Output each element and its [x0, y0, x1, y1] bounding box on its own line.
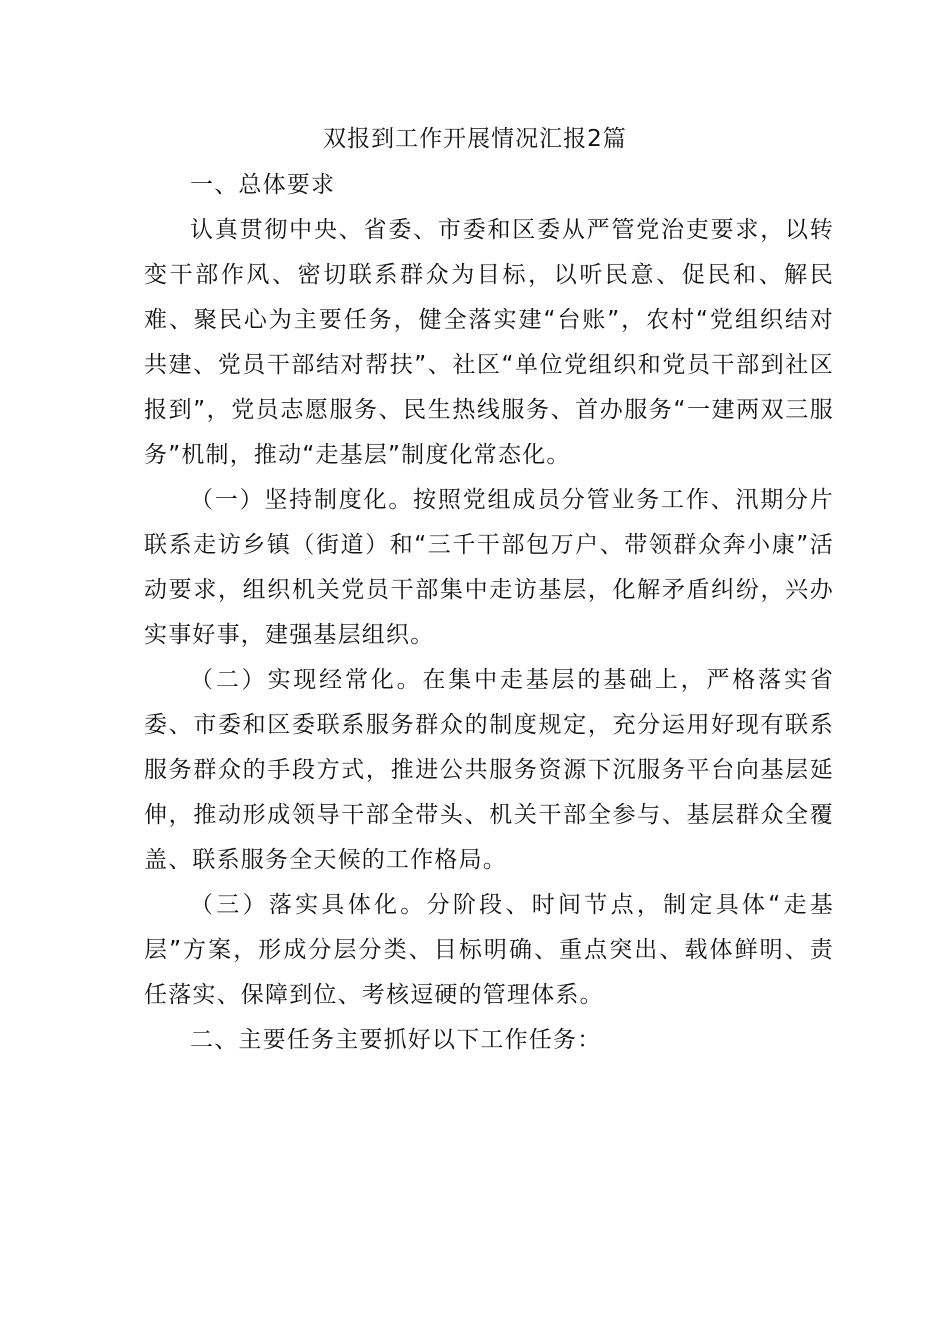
paragraph-institutionalization: （一）坚持制度化。按照党组成员分管业务工作、汛期分片联系走访乡镇（街道）和“三千干部包万户、带领群众奔小康”活动要求，组织机关党员干部集中走访基层，化解矛盾纠纷，兴办实事好事，建强基层组织。: [144, 487, 834, 648]
paragraph-overview: 认真贯彻中央、省委、市委和区委从严管党治吏要求，以转变干部作风、密切联系群众为目标，以听民意、促民和、解民难、聚民心为主要任务，健全落实建“台账”，农村“党组织结对共建、党员干部结对帮扶”、社区“单位党组织和党员干部到社区报到”，党员志愿服务、民生热线服务、首办服务“一建两双三服务”机制，推动“走基层”制度化常态化。: [144, 217, 834, 468]
section-heading-main-tasks: 二、主要任务主要抓好以下工作任务：: [190, 1027, 602, 1053]
paragraph-concretization: （三）落实具体化。分阶段、时间节点，制定具体“走基层”方案，形成分层分类、目标明确、重点突出、载体鲜明、责任落实、保障到位、考核逗硬的管理体系。: [144, 892, 834, 1008]
document-body: [144, 163, 834, 1063]
paragraph-regularization: （二）实现经常化。在集中走基层的基础上，严格落实省委、市委和区委联系服务群众的制度规定，充分运用好现有联系服务群众的手段方式，推进公共服务资源下沉服务平台向基层延伸，推动形成领导干部全带头、机关干部全参与、基层群众全覆盖、联系服务全天候的工作格局。: [144, 667, 834, 873]
section-heading-overall-requirements: 一、总体要求: [190, 172, 336, 198]
document-title: 双报到工作开展情况汇报2篇: [323, 126, 627, 152]
